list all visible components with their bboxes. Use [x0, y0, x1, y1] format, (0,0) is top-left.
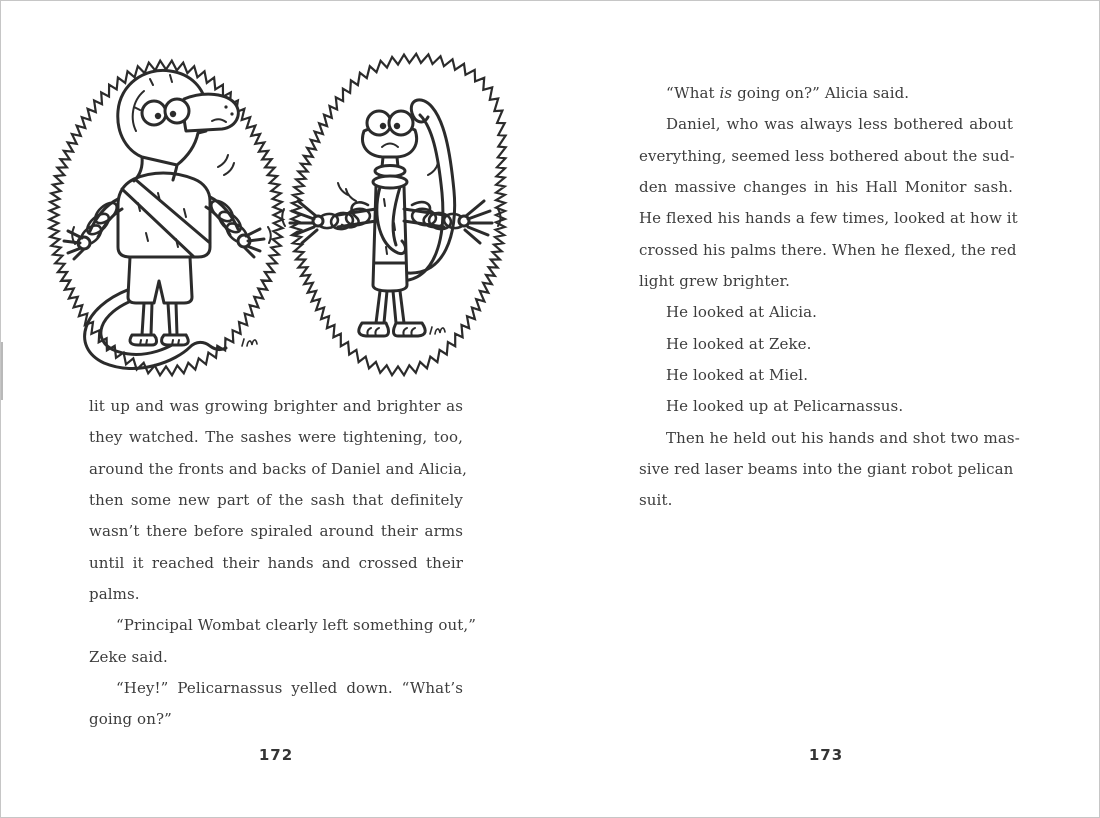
- text-segment: sive red laser beams into the giant robot pelican: [639, 460, 1014, 479]
- text-line: [639, 78, 1013, 109]
- page-number-left: 172: [258, 746, 294, 764]
- text-segment: they watched. The sashes were tightening, too,: [89, 428, 463, 447]
- text-segment: going on?”: [89, 710, 172, 729]
- text-segment: Zeke said.: [89, 647, 168, 666]
- text-line: [639, 423, 1020, 454]
- page-number-right: 173: [808, 746, 844, 764]
- text-line: [639, 172, 1013, 203]
- text-segment: palms.: [89, 585, 140, 604]
- text-segment: “Principal Wombat clearly left something out,”: [116, 616, 477, 635]
- text-line: [89, 516, 463, 547]
- right-page-text: [639, 78, 1020, 517]
- text-segment: “Hey!” Pelicarnassus yelled down. “What’s: [116, 679, 463, 698]
- text-line: [639, 297, 1013, 328]
- text-segment: “What: [666, 84, 720, 102]
- text-line: [639, 203, 1018, 234]
- text-line: [639, 485, 1013, 516]
- text-segment: He looked up at Pelicarnassus.: [666, 397, 904, 416]
- text-segment: then some new part of the sash that definitely: [89, 491, 463, 510]
- text-segment: light grew brighter.: [639, 272, 790, 291]
- text-line: [639, 329, 1013, 360]
- text-segment: Then he held out his hands and shot two mas-: [666, 428, 1020, 447]
- text-line: [89, 704, 463, 735]
- text-line: [639, 454, 1013, 485]
- artist-signature: [242, 339, 257, 346]
- text-line: [89, 391, 463, 422]
- text-segment: around the fronts and backs of Daniel and Alicia,: [89, 459, 467, 478]
- text-segment: He flexed his hands a few times, looked at how it: [639, 209, 1018, 228]
- text-segment: He looked at Alicia.: [666, 303, 817, 322]
- text-segment: until it reached their hands and crossed their: [89, 553, 463, 572]
- text-line: [89, 579, 463, 610]
- illustration: [46, 47, 521, 379]
- text-line: [89, 454, 467, 485]
- text-line: [639, 391, 1013, 422]
- text-segment: suit.: [639, 491, 673, 510]
- text-line: [89, 548, 463, 579]
- text-segment: lit up and was growing brighter and brighter as: [89, 397, 463, 415]
- text-segment: going on?” Alicia said.: [732, 84, 910, 102]
- text-line: [89, 642, 463, 673]
- text-segment: He looked at Zeke.: [666, 334, 812, 353]
- text-segment: crossed his palms there. When he flexed, the red: [639, 240, 1017, 259]
- text-line: [639, 235, 1017, 266]
- text-line: [639, 109, 1013, 140]
- text-segment: wasn’t there before spiraled around their arms: [89, 522, 463, 541]
- text-line: [89, 422, 463, 453]
- left-page-text: [89, 391, 477, 736]
- text-segment: is: [719, 84, 733, 102]
- text-line: [639, 360, 1013, 391]
- text-segment: everything, seemed less bothered about the sud-: [639, 146, 1015, 165]
- text-line: [639, 141, 1013, 172]
- text-segment: den massive changes in his Hall Monitor sash.: [639, 178, 1013, 197]
- text-segment: Daniel, who was always less bothered about: [666, 115, 1013, 134]
- page-edge-mark: [1, 342, 3, 400]
- text-line: [89, 673, 463, 704]
- text-line: [89, 610, 477, 641]
- text-segment: He looked at Miel.: [666, 366, 809, 385]
- text-line: [639, 266, 1013, 297]
- text-line: [89, 485, 463, 516]
